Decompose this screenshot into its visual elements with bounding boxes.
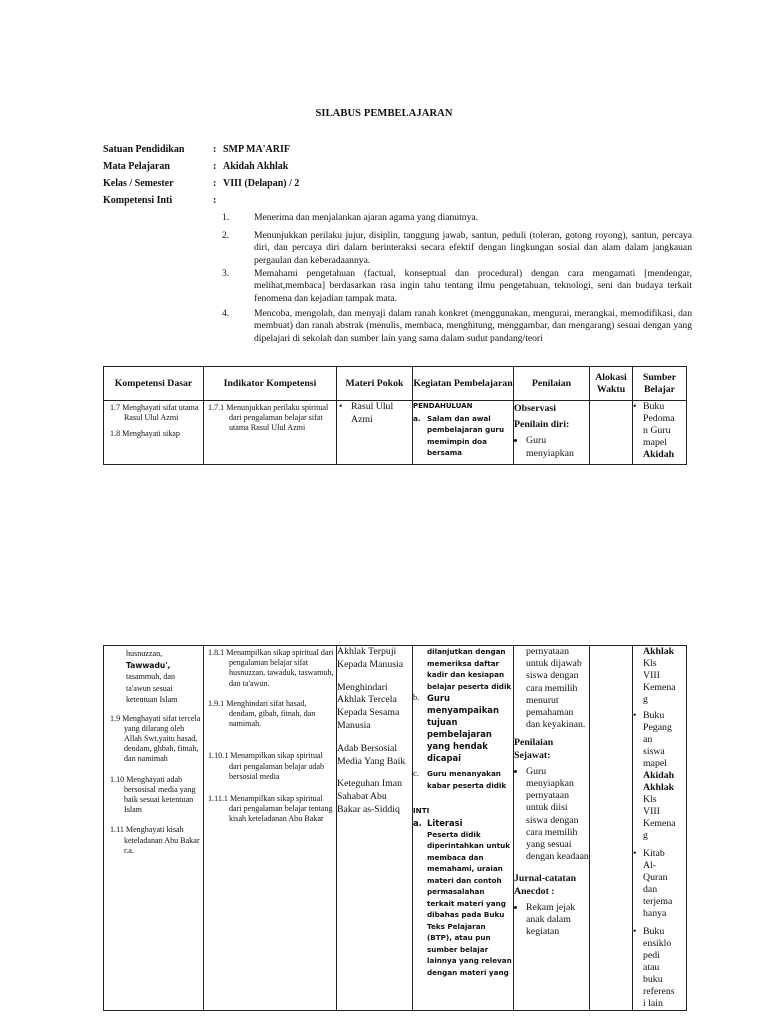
header-kegiatan-pembelajaran: Kegiatan Pembelajaran	[413, 367, 514, 401]
cell-sumber-belajar	[633, 401, 687, 465]
syllabus-table-page1	[103, 366, 687, 465]
ik-item: 1.7.1 Menunjukkan perilaku spiritual dari pengalaman belajar sifat utama Rasul Ulul Azmi	[208, 403, 329, 433]
kp-step-text: Literasi	[427, 817, 463, 828]
header-materi-pokok: Materi Pokok	[337, 367, 413, 401]
ki-number: 1.	[222, 212, 230, 223]
cell-alokasi-waktu	[590, 401, 633, 465]
meta-value: SMP MA'ARIF	[223, 144, 290, 155]
meta-colon: :	[213, 144, 217, 155]
kp-step-text: Guru menyampaikan tujuan pembelajaran yang hendak dicapai	[427, 693, 499, 763]
sb-line: Buku	[643, 401, 665, 412]
bullet-icon: •	[633, 926, 637, 937]
sb-line: Pedoma	[643, 413, 675, 424]
mp-bullet-item	[337, 401, 412, 427]
kd-line: ta'awun sesuai	[126, 683, 173, 693]
sb-line: g	[643, 694, 648, 705]
sb-line: terjema	[643, 896, 673, 907]
kp-step-letter: c.	[413, 769, 419, 778]
ik-item: 1.11.1 Menampilkan sikap spiritual dari pengalaman belajar tentang kisah keteladanan Abu Bakar	[208, 794, 333, 824]
cell-kegiatan-pembelajaran	[413, 646, 514, 1011]
sb-line: n Guru	[643, 425, 671, 436]
sb-continuation	[633, 646, 686, 706]
meta-label: Kompetensi Inti	[103, 195, 173, 206]
kp-step-letter: b.	[413, 693, 420, 702]
ki-item	[222, 308, 692, 345]
sb-line: dan	[643, 884, 658, 895]
cell-materi-pokok	[337, 646, 413, 1011]
sb-line: Akidah	[643, 770, 675, 781]
kd-line: Tawwadu',	[126, 660, 171, 670]
kp-step-text: Salam dan awal pembelajaran guru memimpin doa bersama	[427, 413, 505, 457]
mp-item: Menghindari Akhlak Tercela Kepada Sesama Manusia	[337, 681, 400, 731]
meta-colon: :	[213, 178, 217, 189]
page-title: SILABUS PEMBELAJARAN	[315, 108, 453, 119]
meta-colon: :	[213, 195, 217, 206]
sb-line: Buku	[643, 710, 665, 721]
header-alokasi-waktu: Alokasi Waktu	[590, 367, 633, 401]
cell-kegiatan-pembelajaran	[413, 401, 514, 465]
ik-item: 1.9.1 Menghindari sifat hasad, dendam, gibah, fitnah, dan namimah.	[208, 698, 316, 729]
pn-item: • Guru menyiapkan pernyataan untuk diisi siswa dengan cara memilih yang sesuai dengan keadaan	[526, 766, 589, 864]
kp-step	[413, 692, 513, 764]
ik-item: 1.8.1 Menampilkan sikap spiritual dari pengalaman belajar sifat husnuzzan, tawaduk, taswamuh, dan ta'awun.	[208, 648, 334, 688]
pn-list	[514, 766, 589, 864]
sb-line: pedi	[643, 950, 660, 961]
kp-step-letter: a.	[413, 817, 422, 828]
cell-penilaian	[514, 646, 590, 1011]
sb-line: Akhlak	[643, 782, 675, 793]
header-kompetensi-dasar: Kompetensi Dasar	[104, 367, 204, 401]
kp-section-inti: INTI	[413, 806, 430, 815]
kd-line: ketentuan Islam	[126, 695, 178, 704]
pn-list	[514, 435, 589, 459]
cell-indikator-kompetensi	[204, 401, 337, 465]
header-sumber-belajar: Sumber Belajar	[633, 367, 687, 401]
bullet-icon: •	[339, 401, 343, 412]
kd-item: 1.11 Menghayati kisah keteladanan Abu Bakar r.a.	[110, 825, 200, 855]
table-row	[104, 401, 687, 465]
header-indikator-kompetensi: Indikator Kompetensi	[204, 367, 337, 401]
sb-line: Kls	[643, 794, 657, 805]
sb-line: Kitab	[643, 848, 665, 859]
sb-line: Buku	[643, 926, 665, 937]
sb-line: Kemena	[643, 682, 676, 693]
pn-penilaian-diri: Penilain diri:	[514, 419, 570, 431]
sb-item	[633, 401, 686, 461]
sb-item	[633, 848, 686, 920]
sb-line: VIII	[643, 806, 660, 817]
cell-penilaian	[514, 401, 590, 465]
table-header-row	[104, 367, 687, 401]
pn-item: • Guru menyiapkan	[526, 435, 589, 459]
bullet-icon: •	[633, 848, 637, 859]
kd-continuation	[106, 648, 201, 706]
pn-penilaian-sejawat: Penilaian Sejawat:	[514, 737, 554, 761]
ki-number: 3.	[222, 268, 230, 279]
ki-item	[222, 230, 692, 267]
meta-value: Akidah Akhlak	[223, 161, 289, 172]
cell-sumber-belajar	[633, 646, 687, 1011]
sb-line: VIII	[643, 670, 660, 681]
pn-observasi: Observasi	[514, 403, 556, 414]
sb-line: an	[643, 734, 653, 745]
kp-step-text: Guru menanyakan kabar peserta didik	[427, 769, 507, 790]
sb-line: Akidah	[643, 449, 675, 460]
meta-mata-pelajaran	[103, 161, 288, 172]
sb-line: g	[643, 830, 648, 841]
pn-list	[514, 902, 589, 939]
pn-item: • Rekam jejak anak dalam kegiatan	[526, 902, 589, 939]
meta-label: Mata Pelajaran	[103, 161, 170, 172]
kp-step-letter: a.	[413, 413, 421, 423]
kd-item: 1.10 Menghayati adab bersosisal media yang baik sesuai ketentuan Islam	[110, 774, 196, 815]
sb-line: referens	[643, 986, 675, 997]
sb-line: siswa	[643, 746, 665, 757]
sb-line: ensiklo	[643, 938, 672, 949]
kd-line: tasammuh, dan	[126, 672, 176, 681]
cell-kompetensi-dasar	[104, 401, 204, 465]
sb-line: hanya	[643, 908, 667, 919]
ik-item: 1.10.1 Menampilkan sikap spiritual dari pengalaman belajar adab bersosial media	[208, 751, 325, 781]
cell-materi-pokok	[337, 401, 413, 465]
ki-text: Menunjukkan perilaku jujur, disiplin, tanggung jawab, santun, peduli (toleran, gotong royong), santun, percaya diri, dan percaya diri dalam berinteraksi secara efektif dengan lingkungan sosial dan alam dalam jangkauan pergaulan dan keberadaannya.	[254, 230, 692, 266]
meta-label: Kelas / Semester	[103, 178, 174, 189]
kd-item: 1.7 Menghayati sifat utama Rasul Ulul Azmi	[110, 403, 199, 423]
sb-line: Quran	[643, 872, 668, 883]
sb-line: atau	[643, 962, 660, 973]
bullet-icon: •	[633, 710, 637, 721]
pn-jurnal-anecdot: Jurnal-catatan Anecdot :	[514, 873, 577, 897]
sb-line: Akhlak	[643, 646, 675, 657]
mp-item: Keteguhan Iman Sahabat Abu Bakar as-Siddiq	[337, 778, 403, 815]
ki-number: 4.	[222, 308, 230, 319]
cell-kompetensi-dasar	[104, 646, 204, 1011]
kd-item: 1.9 Menghayati sifat tercela yang dilarang oleh Allah Swt.yaitu hasad, dendam, ghbah, fitnah, dan namimah	[110, 713, 201, 764]
ki-item	[222, 268, 692, 305]
kp-step	[413, 817, 513, 829]
syllabus-table-page2	[103, 645, 687, 1011]
sb-line: buku	[643, 974, 663, 985]
meta-label: Satuan Pendidikan	[103, 144, 185, 155]
ki-text: Menerima dan menjalankan ajaran agama yang dianutnya.	[254, 212, 479, 223]
sb-line: Pegang	[643, 722, 672, 733]
table-row	[104, 646, 687, 1011]
sb-line: Kls	[643, 658, 657, 669]
bullet-icon: •	[633, 401, 637, 412]
cell-indikator-kompetensi	[204, 646, 337, 1011]
kp-heading: PENDAHULUAN	[413, 402, 473, 410]
sb-line: Al-	[643, 860, 657, 871]
kd-item: 1.8 Menghayati sikap	[110, 429, 180, 439]
ki-item	[222, 212, 692, 224]
header-penilaian: Penilaian	[514, 367, 590, 401]
sb-line: mapel	[643, 758, 667, 769]
kp-step	[413, 413, 513, 459]
ki-number: 2.	[222, 230, 230, 241]
meta-value: VIII (Delapan) / 2	[223, 178, 300, 189]
kp-continuation: dilanjutkan dengan memeriksa daftar kadir dan kesiapan belajar peserta didik	[427, 647, 512, 691]
mp-item: Akhlak Terpuji Kepada Manusia	[337, 646, 404, 670]
sb-item	[633, 926, 686, 1010]
sb-line: Kemena	[643, 818, 676, 829]
ki-text: Memahami pengetahuan (factual, konseptual dan procedural) dengan cara mengamati [mendengar, melihat,membaca] berdasarkan rasa ingin tahu tentang ilmu pengetahuan, teknologi, seni dan budaya terkait fenomena dan kejadian tampak mata.	[254, 268, 692, 304]
meta-kompetensi-inti	[103, 195, 223, 206]
meta-kelas-semester	[103, 178, 299, 189]
pn-continuation: pernyataan untuk dijawab siswa dengan cara memilih menurut pemahaman dan keyakinan.	[526, 646, 586, 731]
ki-text: Mencoba, mengolah, dan menyaji dalam ranah konkret (menggunakan, mengurai, merangkai, memodifikasi, dan membuat) dan ranah abstrak (menulis, membaca, menghitung, menggambar, dan mengarang) sesuai dengan yang dipelajari di sekolah dan sumber lain yang sama dalam sudut pandang/teori	[254, 308, 692, 344]
sb-line: mapel	[643, 437, 667, 448]
sb-line: i lain	[643, 998, 663, 1009]
kp-step	[413, 768, 513, 791]
kp-literasi-body: Peserta didik diperintahkan untuk membaca dan memahami, uraian materi dan contoh permasalahan terkait materi yang dibahas pada Buku Teks Pelajaran (BTP), atau pun sumber belajar lainnya yang relevan dengan materi yang	[427, 829, 512, 977]
meta-satuan-pendidikan	[103, 144, 290, 155]
kd-line: husnuzzan,	[126, 649, 163, 658]
mp-item: Adab Bersosial Media Yang Baik	[337, 742, 406, 767]
cell-alokasi-waktu	[590, 646, 633, 1011]
meta-colon: :	[213, 161, 217, 172]
mp-text: Rasul Ulul Azmi	[351, 401, 394, 425]
sb-item	[633, 710, 686, 842]
